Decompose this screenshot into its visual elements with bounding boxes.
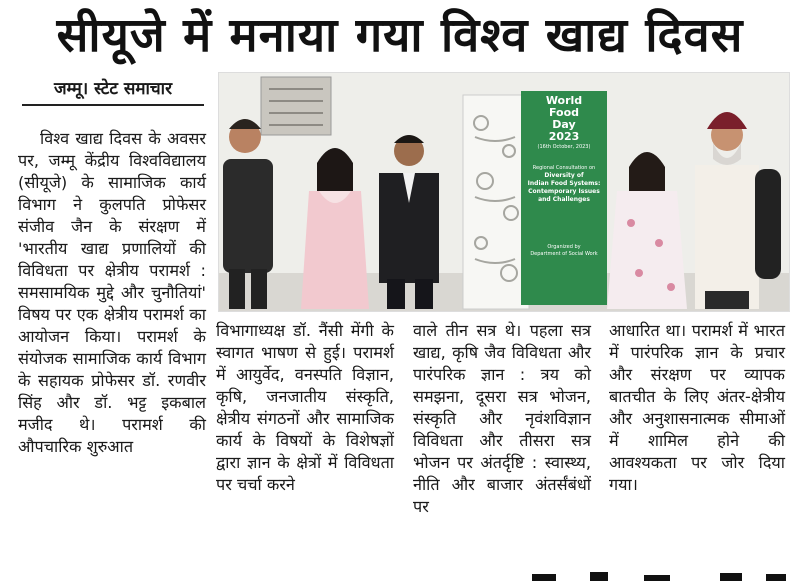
poster-line-3: Day <box>552 118 576 131</box>
poster-line-1: World <box>545 94 583 107</box>
article-column-3 <box>413 320 591 518</box>
next-headline-fragment <box>520 566 800 581</box>
poster-line-2: Food <box>548 106 580 119</box>
article-column-2 <box>216 320 394 496</box>
poster-line-4: 2023 <box>548 130 580 143</box>
dateline: जम्मू। स्टेट समाचार <box>22 76 204 106</box>
photo-illustration <box>219 73 790 312</box>
headline: सीयूजे में मनाया गया विश्व खाद्य दिवस <box>56 8 744 63</box>
event-photo <box>218 72 790 312</box>
poster-line-12: Department of Social Work <box>530 251 598 257</box>
poster-line-5: (16th October, 2023) <box>537 144 591 150</box>
article-paragraph-1: विश्व खाद्य दिवस के अवसर पर, जम्मू केंद्रीय विश्वविद्यालय (सीयूजे) के सामाजिक कार्य विभाग ने कुलपति प्रोफेसर संजीव जैन के संरक्षण में 'भारतीय खाद्य प्रणालियों की विविधता पर क्षेत्रीय परामर्श : समसामयिक मुद्दे और चुनौतियां' विषय पर एक क्षेत्रीय परामर्श का आयोजन किया। परामर्श के संयोजक सामाजिक कार्य विभाग के सहायक प्रोफेसर डॉ. रणवीर सिंह और डॉ. भट्ट इकबाल मजीद थे। परामर्श की औपचारिक शुरुआत <box>18 129 206 456</box>
poster-line-7: Diversity of <box>544 172 584 179</box>
article-column-1 <box>18 128 206 458</box>
poster-line-11: Organized by <box>547 244 581 250</box>
notice-board <box>261 77 331 135</box>
poster-line-9: Contemporary Issues <box>528 188 600 195</box>
article-paragraph-3: वाले तीन सत्र थे। पहला सत्र खाद्य, कृषि जैव विविधता और पारंपरिक ज्ञान : त्रय को समझना, दूसरा सत्र भोजन, संस्कृति और नृवंशविज्ञान विविधता और तीसरा सत्र भोजन पर अंतर्दृष्टि : स्वास्थ्य, नीति और बाजार अंतर्संबंधों पर <box>413 321 591 516</box>
poster-line-6: Regional Consultation on <box>532 165 596 171</box>
next-headline-shapes <box>520 566 800 581</box>
poster-text-block <box>521 95 607 258</box>
decorative-banner <box>463 95 529 309</box>
article-paragraph-4: आधारित था। परामर्श में भारत में पारंपरिक ज्ञान के प्रचार और संरक्षण पर व्यापक बातचीत के लिए अंतर-क्षेत्रीय और अनुशासनात्मक सीमाओं में शामिल होने की आवश्यकता पर जोर दिया गया। <box>609 321 785 494</box>
article-paragraph-2: विभागाध्यक्ष डॉ. नैंसी मेंगी के स्वागत भाषण से हुई। परामर्श में आयुर्वेद, वनस्पति विज्ञान, कृषि, जनजातीय संस्कृति, क्षेत्रीय संगठनों और सामाजिक कार्य के विषयों के विशेषज्ञों द्वारा ज्ञान के क्षेत्रों में विविधता पर चर्चा करने <box>216 321 394 494</box>
poster-line-10: and Challenges <box>538 196 590 203</box>
poster-line-8: Indian Food Systems: <box>527 180 601 187</box>
article-column-4 <box>609 320 785 496</box>
